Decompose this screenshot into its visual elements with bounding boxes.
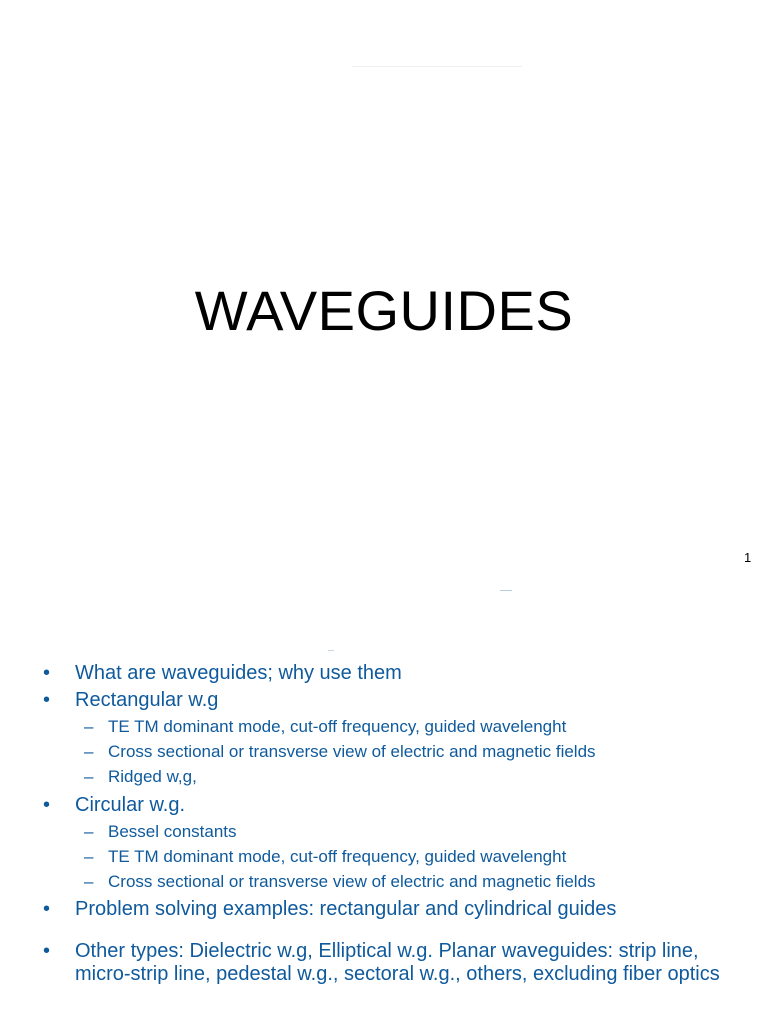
dash-icon: – — [84, 767, 94, 786]
sub-list-item-text: Cross sectional or transverse view of electric and magnetic fields — [108, 742, 596, 761]
scan-artifact — [328, 650, 334, 651]
dash-icon: – — [84, 742, 94, 761]
bullet-icon: • — [43, 662, 51, 684]
list-item-text: Other types: Dielectric w.g, Elliptical w.g. Planar waveguides: strip line, micro-strip line, pedestal w.g., sectoral w.g., others, excluding fiber optics — [75, 940, 720, 985]
list-item — [0, 689, 768, 712]
sub-list-item — [0, 819, 768, 844]
slide-title: WAVEGUIDES — [194, 279, 574, 342]
list-item — [0, 898, 768, 921]
bullet-icon: • — [43, 898, 51, 920]
dash-icon: – — [84, 872, 94, 891]
sub-list-item — [0, 844, 768, 869]
outline-list — [0, 662, 768, 986]
list-item — [0, 794, 768, 817]
sub-list-item — [0, 714, 768, 739]
scan-artifact — [352, 66, 522, 67]
dash-icon: – — [84, 822, 94, 841]
sub-list-item-text: Ridged w,g, — [108, 767, 197, 786]
bullet-icon: • — [43, 689, 51, 711]
list-item — [0, 662, 768, 685]
sub-list-item-text: Bessel constants — [108, 822, 237, 841]
list-item — [0, 940, 768, 986]
list-item-text: Circular w.g. — [75, 794, 186, 816]
sub-list-item-text: TE TM dominant mode, cut-off frequency, guided wavelenght — [108, 847, 567, 866]
list-item-text: What are waveguides; why use them — [75, 662, 402, 684]
dash-icon: – — [84, 847, 94, 866]
list-item-text: Rectangular w.g — [75, 689, 219, 711]
page-number: 1 — [744, 550, 752, 565]
sub-list-item-text: Cross sectional or transverse view of electric and magnetic fields — [108, 872, 596, 891]
dash-icon: – — [84, 717, 94, 736]
scan-artifact — [500, 590, 512, 591]
bullet-icon: • — [43, 940, 51, 962]
sub-list-item — [0, 739, 768, 764]
sub-list-item — [0, 764, 768, 789]
sub-list-item-text: TE TM dominant mode, cut-off frequency, guided wavelenght — [108, 717, 567, 736]
bullet-icon: • — [43, 794, 51, 816]
sub-list-item — [0, 869, 768, 894]
list-item-text: Problem solving examples: rectangular and cylindrical guides — [75, 898, 617, 920]
